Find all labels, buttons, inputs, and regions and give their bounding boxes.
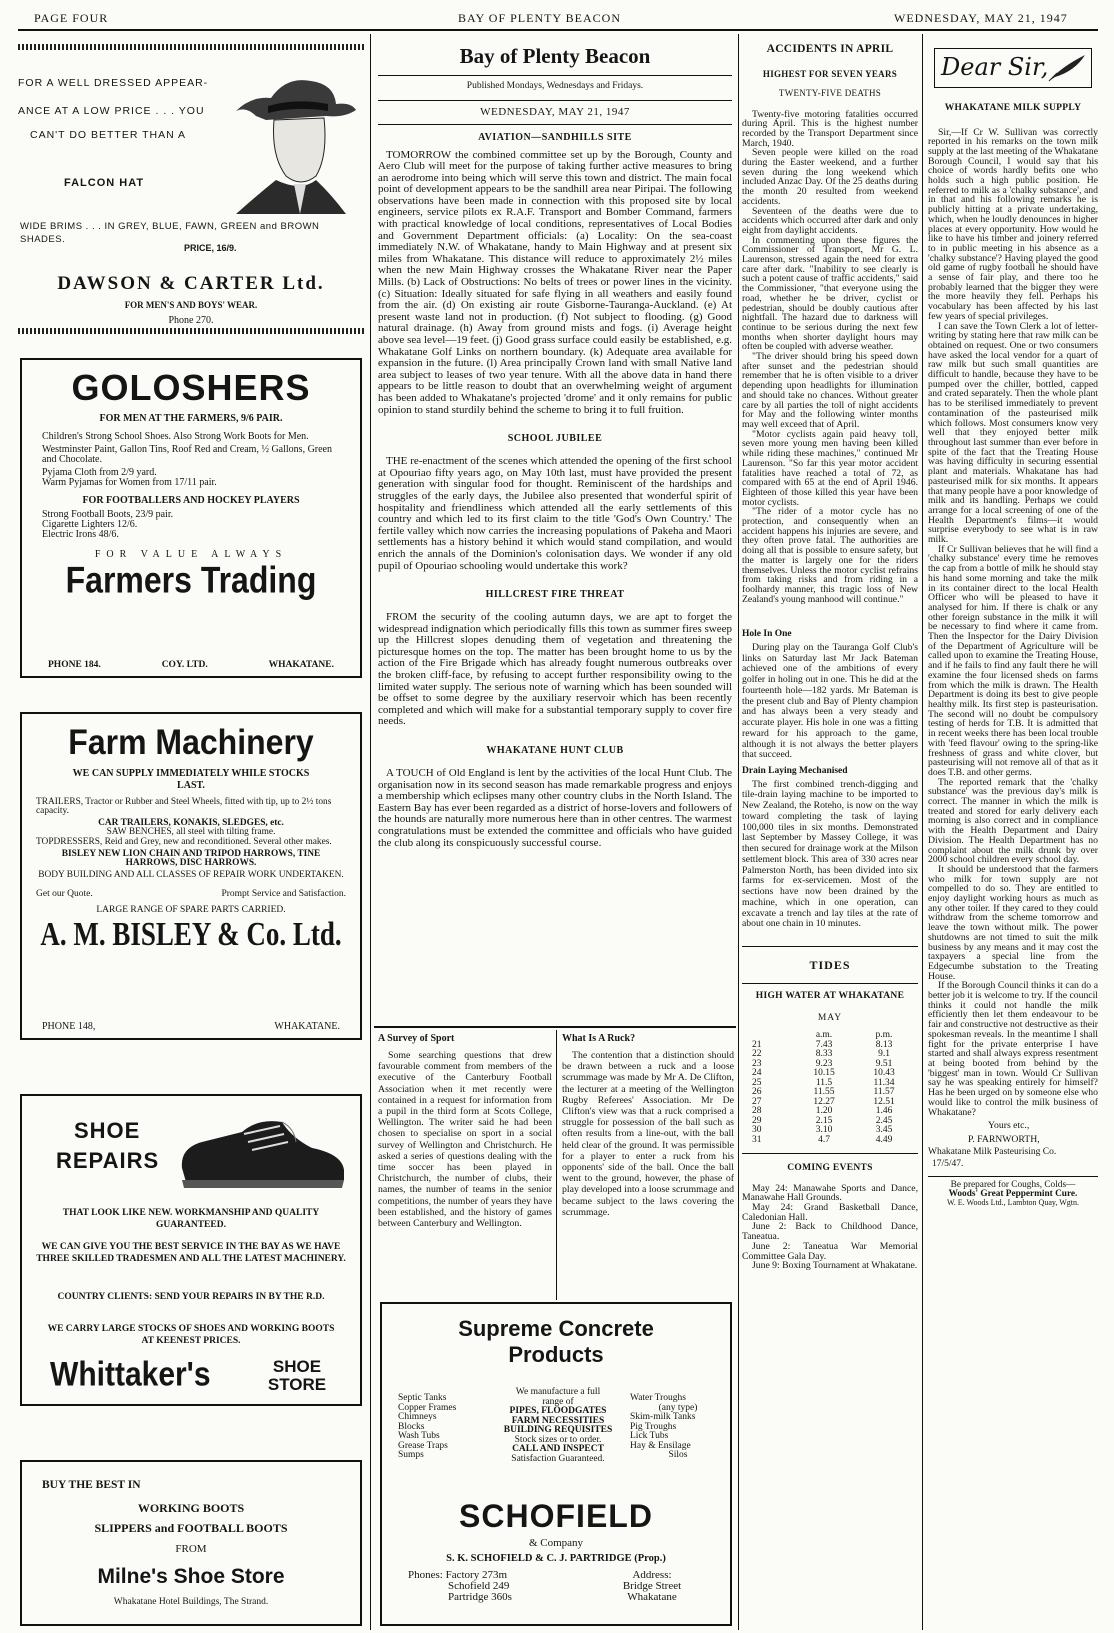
ad-phone: Partridge 360s xyxy=(448,1591,512,1603)
article-heading: ACCIDENTS IN APRIL xyxy=(766,43,894,55)
ad-woods xyxy=(928,1181,1098,1208)
ad-title: SHOE xyxy=(74,1118,141,1143)
editorial-paragraph: THE re-enactment of the scenes which attended the opening of the first school at Opouriao fifty years ago, on May 10th last, must have provided the present generation with singular food for thought. Reminiscent of the hardships and struggles of the early days, the Jubilee also presented that wonderful spirit of hospitality and friendliness which attended all the early settlements of this country and which led to its first claim to the title 'God's Own Country.' The fertile valley which now carries the increasing populations of Pakeha and Maori settlements has a history behind it which would stand compilation, and would enrich the annals of the Dominion's colonisation days. We wonder if any old pupil of Opouriao schooling would undertake this work? xyxy=(378,455,732,572)
ad-item: Hay & Ensilage xyxy=(630,1440,691,1451)
ad-item: Lick Tubs xyxy=(630,1431,669,1441)
ad-item: CALL AND INSPECT xyxy=(512,1444,604,1454)
ad-address: Bridge Street xyxy=(622,1580,682,1592)
ad-item: BISLEY NEW LION CHAIN AND TRIPOD HARROWS, TINE HARROWS, DISC HARROWS. xyxy=(61,849,321,869)
ad-company-name: DAWSON & CARTER Ltd. xyxy=(57,273,325,294)
ad-phone: PHONE 184. xyxy=(48,659,101,670)
article-paragraph: "Motor cyclists again paid heavy toll, seven more young men having been killed while riding these machines," continued Mr Laurenson. "So far this year motor accident fatalities have reached a total of 72, as compared with 65 at the end of April 1946. Eighteen of those killed this year have been motor cyclists. xyxy=(742,428,918,508)
tides-am: 8.33 xyxy=(815,1049,833,1060)
letter-column xyxy=(928,40,1098,1626)
ad-store: SHOE xyxy=(272,1357,322,1376)
article-paragraph: Seven people were killed on the road during the Easter weekend, and a further seven during the long weekend which included Anzac Day. Of the 25 deaths during the month 20 resulted from weekend accidents. xyxy=(742,147,918,207)
article-heading: Hole In One xyxy=(742,629,792,640)
ad-line: CAN'T DO BETTER THAN A xyxy=(30,129,187,141)
ad-dawson-carter-name xyxy=(16,266,366,346)
masthead-rule xyxy=(18,29,1098,31)
ad-item: Stock sizes or to order. xyxy=(514,1434,602,1445)
ad-tagline: FOR VALUE ALWAYS xyxy=(94,549,288,560)
article-paragraph: The first combined trench-digging and tile-drain laying machine to be imported to New Zealand, the Roteho, is now on the way toward completing the task of laying 100,000 tiles in six months. Demonstrated last September by Massey College, it was then secured for drainage work at the Milson settlement block. This area of 330 acres near Palmerston North, has been divided into six farms for ex-servicemen. Most of the sections have now been drained by the machine, which in one operation, can excavate a trench and lay tiles at the rate of about one chain in 10 minutes. xyxy=(742,778,918,930)
ad-whittaker xyxy=(20,1094,362,1406)
editorial-date: WEDNESDAY, MAY 21, 1947 xyxy=(480,105,630,118)
ad-company-name: Whittaker's xyxy=(50,1355,211,1394)
editorial-heading: HILLCREST FIRE THREAT xyxy=(485,589,625,601)
ad-bisley xyxy=(20,712,362,1040)
tides-day: 30 xyxy=(752,1125,762,1136)
article-paragraph: Twenty-five motoring fatalities occurred during April. This is the highest number recorded by the Transport Department since March, 1940. xyxy=(742,108,918,149)
rule xyxy=(378,75,732,76)
ad-company-name: A. M. BISLEY & Co. Ltd. xyxy=(40,915,342,953)
ad-co: & Company xyxy=(528,1537,584,1549)
events-heading: COMING EVENTS xyxy=(787,1163,873,1174)
ad-price: PRICE, 16/9. xyxy=(184,243,237,253)
tides-am: 9.23 xyxy=(815,1058,833,1069)
letter-paragraph: I can save the Town Clerk a lot of letter-writing by stating here that raw milk can be obtained on request. One or two consumers have asked the local vendor for a quart of raw milk but such small quantities are difficult to handle, because they have to be pumped over the chiller, bottled, capped and crated separately. Then the whole plant has to be sterilised immediately to prevent contamination of the pasteurised milk which follows. Most consumers know very well that they enjoyed better milk throughout last summer than ever before in spite of the fact that the Treating House was having difficulty in securing essential plant and materials. Whakatane has had pasteurised milk for six months. It appears that many people have a poor knowledge of milk and its handling. Perhaps we could arrange for a local screening of one of the Health Department's films—it would surprise everybody to see what is in raw milk. xyxy=(928,320,1098,546)
ad-schofield xyxy=(380,1302,732,1626)
ad-title: REPAIRS xyxy=(56,1148,160,1173)
ad-item: CAR TRAILERS, KONAKIS, SLEDGES, etc. xyxy=(98,817,284,828)
ad-sub: WE CAN SUPPLY IMMEDIATELY WHILE STOCKS LAST. xyxy=(72,768,310,791)
tides-am: 1.20 xyxy=(815,1106,833,1117)
ad-line: ANCE AT A LOW PRICE . . . YOU xyxy=(18,105,205,117)
ad-dawson-carter xyxy=(16,42,366,264)
ad-address: Address: xyxy=(632,1569,672,1581)
article-heading: What Is A Ruck? xyxy=(562,1034,636,1044)
tides-day: 21 xyxy=(752,1039,762,1050)
ad-address: Whakatane xyxy=(627,1591,677,1603)
ad-line: Be prepared for Coughs, Colds— xyxy=(950,1179,1076,1190)
ad-item: Chimneys xyxy=(398,1412,437,1422)
letter-heading: WHAKATANE MILK SUPPLY xyxy=(944,103,1082,113)
column-rule xyxy=(738,34,739,1630)
ad-prompt: Prompt Service and Satisfaction. xyxy=(221,889,346,900)
tides-am: 7.43 xyxy=(815,1039,833,1050)
ad-item: BODY BUILDING AND ALL CLASSES OF REPAIR WORK UNDERTAKEN. xyxy=(38,869,344,880)
editorial-heading: SCHOOL JUBILEE xyxy=(507,433,603,445)
tides-pm: 8.13 xyxy=(875,1039,893,1050)
ad-line: WE CAN GIVE YOU THE BEST SERVICE IN THE BAY AS WE HAVE THREE SKILLED TRADESMEN AND ALL THE LATEST MACHINERY. xyxy=(36,1242,346,1264)
ad-item: Satisfaction Guaranteed. xyxy=(511,1453,605,1464)
event-item: June 2: Taneatua War Memorial Committee Gala Day. xyxy=(742,1240,918,1262)
page-date: WEDNESDAY, MAY 21, 1947 xyxy=(894,11,1068,25)
ad-item: Sumps xyxy=(398,1450,424,1460)
article-heading: Drain Laying Mechanised xyxy=(742,766,848,777)
ad-item: TOPDRESSERS, Reid and Grey, new and reconditioned. Several other makes. xyxy=(36,836,332,847)
ruck-article xyxy=(562,1034,734,1298)
event-item: June 9: Boxing Tournament at Whakatane. xyxy=(752,1260,918,1272)
article-subheading: TWENTY-FIVE DEATHS xyxy=(778,87,882,98)
ad-company-name: SCHOFIELD xyxy=(459,1498,653,1534)
tides-pm: 12.51 xyxy=(873,1096,895,1107)
tides-pm: 4.49 xyxy=(875,1134,893,1145)
ad-company-name: Farmers Trading xyxy=(65,559,317,601)
ad-phone: Phones: Factory 273m xyxy=(408,1569,507,1581)
quill-pen-icon xyxy=(1047,53,1087,83)
ad-item: Strong Football Boots, 23/9 pair. xyxy=(42,509,174,520)
ad-item: (any type) xyxy=(658,1402,698,1413)
ad-item: BUILDING REQUISITES xyxy=(503,1425,613,1435)
tides-am: 11.55 xyxy=(813,1087,835,1098)
ad-phone: PHONE 148, xyxy=(42,1021,96,1032)
ad-title: Supreme Concrete xyxy=(458,1316,654,1341)
ad-company-name: Milne's Shoe Store xyxy=(97,1565,285,1588)
ad-line: THAT LOOK LIKE NEW. WORKMANSHIP AND QUALITY GUARANTEED. xyxy=(62,1208,320,1230)
tides-am: 2.15 xyxy=(815,1115,833,1126)
ad-item: Westminster Paint, Gallon Tins, Roof Red and Cream, ½ Gallons, Green and Chocolate. xyxy=(42,444,332,465)
tides-am: 3.10 xyxy=(815,1125,833,1136)
rule xyxy=(374,1026,736,1028)
editorial-paragraph: TOMORROW the combined committee set up by the Borough, County and Aero Club will meet for the purpose of taking further active measures to bring an aerodrome into being which will serve this town and district. The main focal point of development appears to be the sandhill area near Piripai. The following observations have been made in connection with this proposed site by local engineers, service pilots ex R.A.F. Transport and Bomber Command, farmers with practical knowledge of local conditions, representatives of Local Bodies and Government Department officials: (a) Locality: On the sea-coast immediately N.W. of Whakatane, handy to Main Highway and at present six miles from Whakatane. This distance will reduce to approximately 2½ miles when the new Main Highway crosses the Whakatane River near the Paper Mills. (b) Lack of Obstructions: No belts of trees or power lines in the vicinity. (c) Situation: Ideally situated for safe flying in all weathers and easily found from the air. (d) On existing air route Gisborne-Tauranga-Auckland. (e) At present waste land not in production. (f) Not subject to flooding. (g) Good natural drainage. (h) Away from ground mists and fogs. (i) Average height above sea level—19 feet. (j) Good grass surface could easily be established, e.g. Whakatane Golf Links on northern boundary. (k) Adequate area available for expansion in the future. (l) Area principally Crown land with small Native land area subject to leases of two year tenure. With all the above data in hand there appears to be little reason to doubt that an overwhelming weight of argument has been added to Whakatane's projected 'drome' and it only remains for public opinion to stand sturdily behind the scheme to bring it to full fruition. xyxy=(378,148,732,416)
ad-range: LARGE RANGE OF SPARE PARTS CARRIED. xyxy=(96,904,286,915)
tides-am: 10.15 xyxy=(813,1068,835,1079)
tides-pm: 11.34 xyxy=(873,1077,895,1088)
ad-item: Copper Frames xyxy=(398,1402,457,1413)
editorial-paragraph: FROM the security of the cooling autumn days, we are apt to forget the widespread indignation which periodically fills this town as summer fires sweep up the Hillcrest slopes denuding them of vegetation and threatening the picturesque homes on the top. The matter has been brought home to us by the action of the Fire Brigade which has already fought numerous outbreaks over the broken cliff-face, by refusing to accept further responsibility owing to the limited water supply. The serious note of warning which has been sounded will be offset to some degree by the auxiliary reservoir which has been recently completed and which will make for a substantial temporary supply to cover fire needs. xyxy=(378,611,732,728)
tides-day: 29 xyxy=(752,1115,762,1126)
ad-title: GOLOSHERS xyxy=(71,367,311,408)
tides-day: 28 xyxy=(752,1106,762,1117)
ad-item: PIPES, FLOODGATES xyxy=(509,1406,607,1416)
ad-border-dots xyxy=(18,44,364,50)
paper-title: BAY OF PLENTY BEACON xyxy=(458,11,622,25)
letter-yours: Yours etc., xyxy=(988,1120,1030,1132)
ad-item: Children's Strong School Shoes. Also Strong Work Boots for Men. xyxy=(42,431,309,442)
ad-item: Wash Tubs xyxy=(398,1431,440,1441)
article-paragraph: Some searching questions that drew favourable comment from members of the executive of the Canterbury Football Association when it met recently were contained in a request for information from a pupil in the third form at Scots College, Wellington. The writer said he had been chosen to specialise on sport in a social survey of Wellington and Christchurch. He asked a series of questions dealing with the time soccer has been played in Christchurch, the number of clubs, their names, the number of teams in the senior competitions, the number of years they have been established, and the history of games between Canterbury and Wellington. xyxy=(378,1050,552,1230)
ad-milne xyxy=(20,1460,362,1626)
tides-pm: 10.43 xyxy=(873,1068,895,1079)
accidents-article xyxy=(742,40,918,1626)
ad-sub: FOR MEN'S AND BOYS' WEAR. xyxy=(124,300,258,310)
article-paragraph: During play on the Tauranga Golf Club's links on Saturday last Mr Jack Bateman achieved one of the ambitions of every golfer in holing out in one. This he did at the fourteenth hole—182 yards. Mr Bateman is the present club and Bay of Plenty champion and has always been a very steady and accurate player. His hole in one was a fitting reward for his approach to the game, although it is not always the better players that succeed. xyxy=(742,641,918,761)
rule xyxy=(378,100,732,101)
tides-day: 27 xyxy=(752,1096,762,1107)
tides-pm: 11.57 xyxy=(873,1087,895,1098)
article-paragraph: In commenting upon these figures the Commissioner of Transport, Mr G. L. Laurenson, stressed again the need for extra care after dark. "Inability to see clearly is such a potent cause of traffic accidents," said the Commissioner, "that everyone using the road, whether he be driver, cyclist or pedestrian, should be doubly cautious after nightfall. The hazard due to darkness will continue to be serious during the next few months when shorter daylight hours may often be coupled with adverse weather. xyxy=(742,234,918,353)
ad-item: range of xyxy=(542,1396,574,1407)
tides-row xyxy=(742,1136,918,1146)
ad-quote: Get our Quote. xyxy=(36,889,93,900)
rule xyxy=(742,1153,918,1154)
ad-line: Woods' Great Peppermint Cure. xyxy=(948,1188,1078,1199)
ad-item: TRAILERS, Tractor or Rubber and Steel Wheels, fitted with tip, up to 2½ tons capacity. xyxy=(36,797,332,817)
ad-store: STORE xyxy=(267,1375,327,1394)
ad-line: COUNTRY CLIENTS: SEND YOUR REPAIRS IN BY THE R.D. xyxy=(57,1292,325,1302)
editorial-paragraph: A TOUCH of Old England is lent by the activities of the local Hunt Club. The organisation now in its second season has made remarkable progress and enjoys a membership which eclipses many other country clubs in the North Island. The Eastern Bay has ever been regarded as a district of horse-lovers and followers of the hounds are naturally more numerous here than in other centres. The warmest congratulations must be extended the committee and officials who have guided the club along its conspicuously successful course. xyxy=(378,767,732,849)
ad-item: Septic Tanks xyxy=(398,1393,447,1403)
rule xyxy=(742,946,918,947)
tides-pm: 9.1 xyxy=(878,1049,890,1060)
dear-sir-text: Dear Sir, xyxy=(941,53,1049,81)
ad-line: WE CARRY LARGE STOCKS OF SHOES AND WORKING BOOTS AT KEENEST PRICES. xyxy=(47,1324,335,1346)
editorial-title: Bay of Plenty Beacon xyxy=(459,44,651,68)
ad-item: Skim-milk Tanks xyxy=(630,1412,696,1422)
tides-am: 4.7 xyxy=(818,1134,830,1145)
article-paragraph: Seventeen of the deaths were due to accidents which occurred after dark and only eight from daylight accidents. xyxy=(742,205,918,236)
tides-am: 12.27 xyxy=(813,1096,835,1107)
tides-day: 22 xyxy=(752,1049,762,1060)
ad-item: FARM NECESSITIES xyxy=(511,1415,605,1426)
ad-border-dots xyxy=(18,328,364,334)
event-item: May 24: Manawahe Sports and Dance, Manawahe Hall Grounds. xyxy=(742,1182,918,1204)
sport-article xyxy=(378,1034,552,1298)
ad-item: SAW BENCHES, all steel with tilting frame. xyxy=(106,827,276,838)
tides-pm: 3.45 xyxy=(875,1125,893,1136)
ad-line: BUY THE BEST IN xyxy=(42,1479,141,1491)
ad-line: SLIPPERS and FOOTBALL BOOTS xyxy=(94,1521,288,1535)
ad-address: Whakatane Hotel Buildings, The Strand. xyxy=(113,1597,269,1607)
letter-signature: P. FARNWORTH, xyxy=(968,1133,1040,1145)
ad-item: Pig Troughs xyxy=(630,1421,677,1432)
ad-item: Silos xyxy=(668,1450,688,1460)
editorial-heading: WHAKATANE HUNT CLUB xyxy=(486,745,624,757)
column-rule xyxy=(370,34,371,1630)
ad-line: W. E. Woods Ltd., Lambton Quay, Wgtn. xyxy=(946,1198,1079,1208)
ad-line: WORKING BOOTS xyxy=(137,1501,245,1515)
hat-man-illustration xyxy=(216,56,364,216)
tides-pm: 9.51 xyxy=(875,1058,893,1069)
tides-day: 23 xyxy=(752,1058,762,1069)
event-item: June 2: Back to Childhood Dance, Taneatua. xyxy=(742,1221,918,1243)
ad-item: Water Troughs xyxy=(630,1393,686,1403)
editorial-pub: Published Mondays, Wednesdays and Fridays. xyxy=(466,81,644,91)
ad-farmers-trading xyxy=(20,358,362,678)
rule xyxy=(742,983,918,984)
rule xyxy=(378,124,732,125)
letter-org: Whakatane Milk Pasteurising Co. xyxy=(928,1146,1057,1157)
ad-line: FROM xyxy=(175,1543,207,1555)
tides-day: 26 xyxy=(752,1087,762,1098)
ad-item: Grease Traps xyxy=(398,1440,448,1451)
ad-phone: Schofield 249 xyxy=(448,1580,510,1592)
tides-col-pm: p.m. xyxy=(875,1030,893,1041)
ad-town: WHAKATANE. xyxy=(274,1021,340,1032)
ad-town: WHAKATANE. xyxy=(268,659,334,670)
ad-item: We manufacture a full xyxy=(515,1387,601,1397)
ad-title: Products xyxy=(508,1342,604,1367)
column-rule xyxy=(556,1030,557,1300)
rule xyxy=(928,1176,1098,1177)
ad-props: S. K. SCHOFIELD & C. J. PARTRIDGE (Prop.) xyxy=(446,1553,666,1564)
tides-heading: TIDES xyxy=(809,958,851,973)
tides-subheading: HIGH WATER AT WHAKATANE xyxy=(755,991,905,1002)
column-rule xyxy=(922,34,923,1630)
article-paragraph: "The rider of a motor cycle has no protection, and consequently when an accident happens his injuries are severe, and they often prove fatal. The authorities are doing all that is possible to ensure safety, but the matter is largely one for the riders themselves. Unless the motor cyclist refrains from taking risks and from riding in a foolhardy manner, this tragic loss of New Zealand's young manhood will continue." xyxy=(742,506,918,605)
tides-month: MAY xyxy=(817,1012,843,1023)
ad-sub: FOR FOOTBALLERS AND HOCKEY PLAYERS xyxy=(82,495,300,506)
letter-date: 17/5/47. xyxy=(932,1159,964,1170)
ad-title: Farm Machinery xyxy=(68,722,314,762)
ad-item: Cigarette Lighters 12/6. xyxy=(42,519,138,530)
ad-item: Electric Irons 48/6. xyxy=(42,529,119,540)
ad-product: FALCON HAT xyxy=(64,177,145,189)
dear-sir-badge xyxy=(934,48,1092,88)
tides-pm: 1.46 xyxy=(875,1106,893,1117)
ad-line: FOR A WELL DRESSED APPEAR- xyxy=(18,77,209,89)
shoe-illustration xyxy=(172,1108,352,1198)
tides-day: 24 xyxy=(752,1068,762,1079)
letter-paragraph: It should be understood that the farmers who milk for town supply are not compelled to do so. They are entitled to enjoy daylight working hours as much as any other toiler. If they cared to they could withdraw from the scheme tomorrow and leave the town without milk. The power shutdowns are not timed to suit the milk business by any means and it may cost the taxpayers a special line from the Edgecumbe substation to the Treating House. xyxy=(928,863,1098,982)
article-heading: A Survey of Sport xyxy=(378,1034,455,1044)
ad-phone: Phone 270. xyxy=(168,315,214,326)
editorial-heading: AVIATION—SANDHILLS SITE xyxy=(478,131,632,143)
article-paragraph: The contention that a distinction should be drawn between a ruck and a loose scrummage was made by Mr A. De Clifton, the lecturer at a meeting of the Wellington Rugby Referees' Association. Mr De Clifton's view was that a ruck comprised a struggle for possession of the ball such as often results from a line-out, with the ball held clear of the ground. It was permissible for a player to enter a ruck from his opponents' side of the ball. Once the ball went to the ground, however, the phase of play developed into a loose scrummage and became subject to the laws covering the scrummage. xyxy=(562,1050,734,1218)
article-subheading: HIGHEST FOR SEVEN YEARS xyxy=(762,68,898,79)
tides-table xyxy=(742,1031,918,1145)
ad-line: WIDE BRIMS . . . IN GREY, BLUE, FAWN, GREEN and BROWN SHADES. xyxy=(20,221,320,245)
article-paragraph: "The driver should bring his speed down after sunset and the pedestrian should remember that he is often visible to a driver depending upon headlights for illumination and should take no chances. Without greater care by all parties the toll of night accidents for May and the following winter months may well exceed that of April. xyxy=(742,351,918,430)
tides-pm: 2.45 xyxy=(875,1115,893,1126)
letter-paragraph: The reported remark that the 'chalky substance' was the previous day's milk is correct. The manner in which the milk is treated and stored for early delivery each morning is also correct and in compliance with the Health Department and Dairy Division. The Health Department has no complaint about the milk drunk by over 2000 school children every school day. xyxy=(928,776,1098,866)
tides-day: 25 xyxy=(752,1077,762,1088)
ad-item: Pyjama Cloth from 2/9 yard. xyxy=(42,467,157,478)
letter-paragraph: Sir,—If Cr W. Sullivan was correctly reported in his remarks on the town milk supply at the last meeting of the Whakatane Borough Council, I would say that his choice of words hardly befits one who holds such a high public position. He referred to milk as a 'chalky substance', and in that and his following remarks he is publicly hitting at a private undertaking, which, when he loudly denounces in higher places at every opportunity. How would he like to have his timber and joinery referred to in public meeting in his absence as a 'chalky substance'? Having played the good old game of rugby football he should have a sense of fair play, and there too he probably learned that the bigger they were the more heavily they fell. Perhaps his vocabulary has been affected by his last few years of special privileges. xyxy=(928,126,1098,322)
ad-item: Warm Pyjamas for Women from 17/11 pair. xyxy=(42,477,217,488)
event-item: May 24: Grand Basketball Dance, Caledonian Hall. xyxy=(742,1202,918,1223)
letter-paragraph: If the Borough Council thinks it can do a better job it is welcome to try. If the council thinks it could not handle the milk efficiently then let them endeavour to be fair and constructive not destructive as their spokesman reveals. In the meantime I shall fight for the private enterprise I have started and shall always express resentment at being booted from behind by the 'biggest' man in town. Would Cr Sullivan say he was speaking entirely for himself? Has he been urged on by someone else who would like to control the milk business of Whakatane? xyxy=(928,980,1098,1118)
editorial-column xyxy=(378,40,732,1020)
tides-day: 31 xyxy=(752,1134,762,1145)
ad-item: Blocks xyxy=(398,1421,425,1432)
page-number: PAGE FOUR xyxy=(34,11,109,25)
ad-coy: COY. LTD. xyxy=(161,659,208,670)
ad-sub: FOR MEN AT THE FARMERS, 9/6 PAIR. xyxy=(99,413,283,424)
tides-col-am: a.m. xyxy=(815,1030,833,1041)
tides-am: 11.5 xyxy=(815,1077,833,1088)
masthead xyxy=(0,0,1114,28)
letter-paragraph: If Cr Sullivan believes that he will find a 'chalky substance' every time he removes the cap from a bottle of milk he should stay his hand some morning and take the milk in its container direct to the local Health Officer who will be pleased to have it analysed for him. If there is chalk or any other foreign substance in the milk it will be necessary to find where it came from. Then the Inspector for the Dairy Division of the Department of Agriculture will be called upon to examine the Treating House, and if he fails to find any fault there he will examine the four licensed sheds on farms from which the milk is drawn. The Health Department is doing its best to give people healthy milk. Its first step is pasteurisation. The second will no doubt be compulsory testing of herds for T.B. It is admitted that in recent weeks there has been local trouble with 'feed flavour' owing to the spring-like freshness of grass and white clover, but pasteurising will not remove all of that as it does T.B. and other germs. xyxy=(928,543,1098,778)
